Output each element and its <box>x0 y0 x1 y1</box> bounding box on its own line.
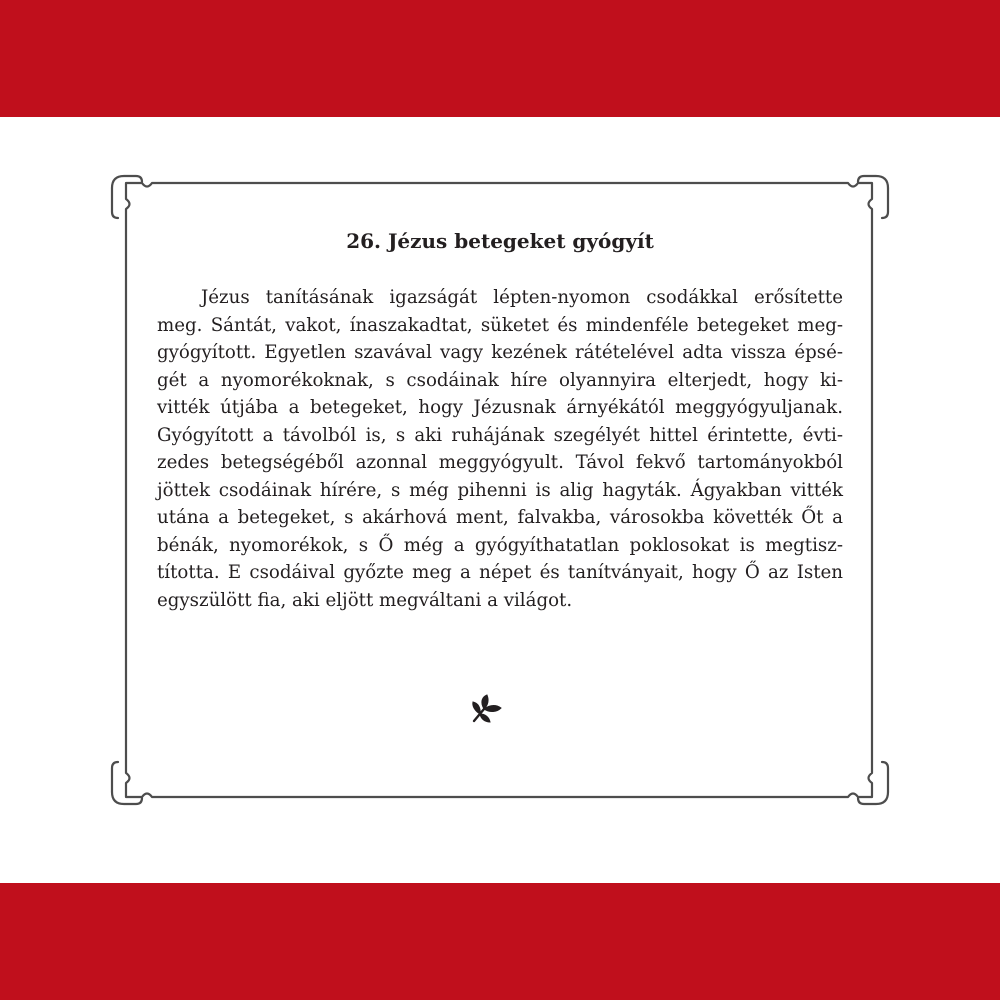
paragraph-line: gyógyított. Egyetlen szavával vagy kezének rátételével adta vissza épsé- <box>157 342 843 363</box>
paragraph-line: Gyógyított a távolból is, s aki ruhájának szegélyét hittel érintette, évti- <box>157 424 843 446</box>
paragraph-line: vitték útjába a betegeket, hogy Jézusnak árnyékától meggyógyuljanak. <box>157 397 843 418</box>
paragraph-line: Jézus tanításának igazságát lépten-nyomon csodákkal erősítette <box>201 287 843 308</box>
paragraph-line: gét a nyomorékoknak, s csodáinak híre olyannyira elterjedt, hogy ki- <box>157 369 843 391</box>
paragraph-line: utána a betegeket, s akárhová ment, falvakba, városokba követték Őt a <box>157 507 843 528</box>
paragraph-line: bénák, nyomorékok, s Ő még a gyógyíthatatlan poklosokat is megtisz- <box>157 534 843 556</box>
paragraph-line: meg. Sántát, vakot, ínaszakadtat, süketet és mindenféle betegeket meg- <box>157 314 843 336</box>
paragraph-line: egyszülött fia, aki eljött megváltani a világot. <box>157 589 573 611</box>
article-body <box>157 284 843 614</box>
paragraph-line: zedes betegségéből azonnal meggyógyult. Távol fekvő tartományokból <box>157 452 843 473</box>
article <box>157 222 843 614</box>
paragraph-line: jöttek csodáinak hírére, s még pihenni is alig hagyták. Ágyakban vitték <box>157 479 843 501</box>
article-title: 26. Jézus betegeket gyógyít <box>346 229 654 253</box>
leaf-sprig-icon <box>470 694 504 724</box>
paragraph-line: tította. E csodáival győzte meg a népet és tanítványait, hogy Ő az Isten <box>157 562 843 583</box>
